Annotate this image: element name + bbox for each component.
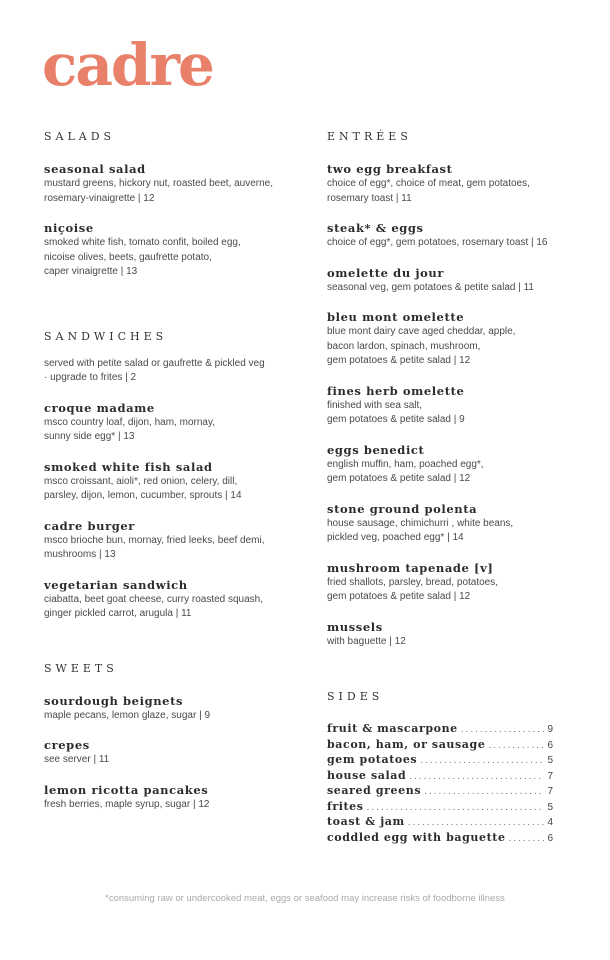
- side-name: toast & jam: [327, 815, 405, 828]
- menu-item: [44, 738, 299, 768]
- side-row: [327, 738, 553, 754]
- item-name: vegetarian sandwich: [44, 577, 188, 592]
- side-row: [327, 831, 553, 847]
- dot-leader: [409, 770, 544, 785]
- menu-item: [44, 221, 299, 280]
- item-name: cadre burger: [44, 518, 135, 533]
- item-description: finished with sea salt, gem potatoes & petite salad | 9: [327, 399, 465, 425]
- side-price: 5: [547, 801, 553, 813]
- item-description: see server | 11: [44, 754, 110, 765]
- side-price: 5: [547, 755, 553, 766]
- item-name: sourdough beignets: [44, 693, 184, 708]
- item-description: house sausage, chimichurri , white beans, pickled veg, poached egg* | 14: [327, 517, 514, 543]
- item-name: steak* & eggs: [327, 221, 424, 235]
- side-price: 6: [547, 832, 553, 844]
- side-name: seared greens: [327, 784, 422, 797]
- dot-leader: [420, 754, 544, 769]
- item-name: lemon ricotta pancakes: [44, 782, 209, 797]
- section-title-sandwiches: SANDWICHES: [44, 329, 168, 343]
- section-title-salads: SALADS: [44, 130, 116, 143]
- footnote: *consuming raw or undercooked meat, eggs or seafood may increase risks of foodborne illness: [105, 893, 505, 904]
- menu-item: [44, 460, 299, 504]
- side-row: [327, 815, 553, 831]
- menu-item: [327, 310, 557, 369]
- side-name: fruit & mascarpone: [327, 722, 458, 735]
- menu-item: [327, 266, 557, 296]
- item-name: croque madame: [44, 400, 155, 415]
- item-description: smoked white fish, tomato confit, boiled egg, nicoise olives, beets, gaufrette potato, caper vinaigrette | 13: [44, 237, 241, 277]
- menu-item: [327, 443, 557, 487]
- section-title-sides: SIDES: [327, 690, 384, 703]
- menu-item: [44, 694, 299, 724]
- side-row: [327, 722, 553, 738]
- side-row: [327, 800, 553, 816]
- item-description: mustard greens, hickory nut, roasted beet, auverne, rosemary-vinaigrette | 12: [44, 178, 274, 204]
- menu-item: [327, 384, 557, 428]
- item-name: mussels: [327, 619, 383, 634]
- sandwiches-note: served with petite salad or gaufrette & pickled veg · upgrade to frites | 2: [44, 357, 265, 383]
- item-name: niçoise: [44, 221, 94, 235]
- item-name: crepes: [44, 738, 90, 752]
- item-name: bleu mont omelette: [327, 310, 465, 324]
- side-row: [327, 784, 553, 800]
- dot-leader: [509, 832, 545, 847]
- item-description: fresh berries, maple syrup, sugar | 12: [44, 798, 210, 810]
- menu-item: [44, 783, 299, 813]
- side-row: [327, 769, 553, 785]
- left-column: [44, 130, 299, 827]
- menu-item: [327, 221, 557, 251]
- menu-item: [327, 502, 557, 546]
- item-description: choice of egg*, choice of meat, gem potatoes, rosemary toast | 11: [327, 178, 530, 204]
- item-name: smoked white fish salad: [44, 459, 213, 474]
- item-description: blue mont dairy cave aged cheddar, apple, bacon lardon, spinach, mushroom, gem potatoes & petite salad | 12: [327, 326, 516, 366]
- dot-leader: [488, 739, 544, 754]
- item-description: msco country loaf, dijon, ham, mornay, sunny side egg* | 13: [44, 416, 215, 442]
- side-price: 6: [547, 739, 553, 751]
- item-description: choice of egg*, gem potatoes, rosemary toast | 16: [327, 237, 548, 248]
- menu-item: [44, 578, 299, 622]
- side-price: 9: [547, 724, 553, 735]
- right-column: [327, 130, 557, 846]
- item-name: eggs benedict: [327, 442, 425, 457]
- item-description: english muffin, ham, poached egg*, gem potatoes & petite salad | 12: [327, 458, 484, 484]
- item-name: two egg breakfast: [327, 162, 453, 176]
- sides-list: [327, 722, 553, 846]
- item-name: omelette du jour: [327, 265, 445, 280]
- item-name: seasonal salad: [44, 162, 146, 176]
- side-price: 4: [547, 817, 553, 828]
- item-name: mushroom tapenade [v]: [327, 560, 494, 575]
- menu-item: [327, 561, 557, 605]
- menu-item: [327, 162, 557, 206]
- side-name: bacon, ham, or sausage: [327, 737, 486, 751]
- menu-item: [44, 162, 299, 206]
- dot-leader: [408, 816, 545, 831]
- logo: cadre: [42, 31, 213, 99]
- dot-leader: [367, 801, 545, 816]
- side-name: coddled egg with baguette: [327, 830, 506, 844]
- section-title-entrees: ENTRÉES: [327, 130, 412, 143]
- item-description: maple pecans, lemon glaze, sugar | 9: [44, 709, 211, 721]
- dot-leader: [461, 723, 545, 738]
- item-description: msco croissant, aioli*, red onion, celery, dill, parsley, dijon, lemon, cucumber, sprouts | 14: [44, 475, 242, 501]
- item-description: ciabatta, beet goat cheese, curry roasted squash, ginger pickled carrot, arugula | 11: [44, 593, 264, 619]
- section-title-sweets: SWEETS: [44, 661, 118, 675]
- item-description: seasonal veg, gem potatoes & petite salad | 11: [327, 281, 534, 293]
- side-name: frites: [327, 799, 364, 813]
- side-price: 7: [547, 786, 553, 797]
- item-description: with baguette | 12: [327, 635, 406, 647]
- menu-item: [44, 519, 299, 563]
- item-description: msco brioche bun, mornay, fried leeks, beef demi, mushrooms | 13: [44, 534, 265, 560]
- dot-leader: [424, 785, 544, 800]
- side-price: 7: [547, 770, 553, 782]
- item-name: stone ground polenta: [327, 501, 478, 516]
- side-name: gem potatoes: [327, 753, 418, 766]
- side-name: house salad: [327, 768, 407, 782]
- item-name: fines herb omelette: [327, 383, 465, 398]
- item-description: fried shallots, parsley, bread, potatoes, gem potatoes & petite salad | 12: [327, 576, 499, 602]
- side-row: [327, 753, 553, 769]
- menu-item: [327, 620, 557, 650]
- menu-item: [44, 401, 299, 445]
